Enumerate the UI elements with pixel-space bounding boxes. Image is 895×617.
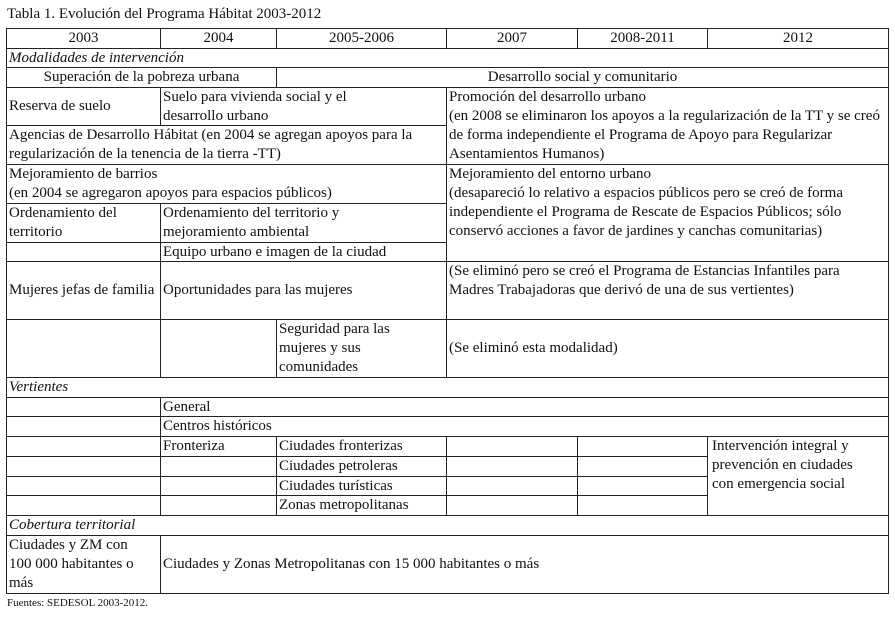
cell-text: Ciudades y Zonas Metropolitanas con 15 000 habitantes o más	[163, 556, 540, 572]
header-2008-2011: 2008-2011	[577, 28, 708, 49]
cell-estancias: (Se eliminó pero se creó el Programa de Estancias Infantiles para Madres Trabajadoras que derivó de una de sus vertientes)	[446, 261, 889, 320]
cell-empty	[446, 495, 578, 516]
cell-suelo-vivienda: Suelo para vivienda social y el desarrollo urbano	[160, 87, 447, 126]
section-modalidades: Modalidades de intervención	[6, 48, 889, 68]
cell-ordenamiento-ambiental: Ordenamiento del territorio y mejoramiento ambiental	[160, 203, 447, 243]
cell-ordenamiento: Ordenamiento del territorio	[6, 203, 161, 243]
cell-text: Reserva de suelo	[9, 98, 111, 114]
cell-empty	[160, 319, 277, 378]
cell-empty	[446, 456, 578, 477]
cell-oportunidades	[160, 261, 447, 320]
cell-general: General	[160, 397, 889, 417]
cell-superacion: Superación de la pobreza urbana	[6, 67, 277, 88]
cell-cobertura-2004	[160, 535, 889, 594]
cell-note: (en 2008 se eliminaron los apoyos a la regularización de la TT y se creó de forma independiente el Programa de Apoyo para Regularizar Asentamientos Humanos)	[449, 108, 880, 162]
cell-zonas-metropolitanas: Zonas metropolitanas	[276, 495, 447, 516]
cell-empty	[446, 476, 578, 496]
cell-empty	[6, 476, 161, 496]
cell-empty	[6, 456, 161, 477]
cell-intervencion-integral: Intervención integral y prevención en ciudades con emergencia social	[707, 436, 889, 516]
cell-ciudades-turisticas: Ciudades turísticas	[276, 476, 447, 496]
cell-promocion	[446, 87, 889, 165]
cell-centros: Centros históricos	[160, 416, 889, 437]
header-2004: 2004	[160, 28, 277, 49]
cell-desarrollo-social: Desarrollo social y comunitario	[276, 67, 889, 88]
cell-text: (Se eliminó esta modalidad)	[449, 340, 618, 356]
header-2007: 2007	[446, 28, 578, 49]
cell-empty	[6, 436, 161, 457]
cell-empty	[577, 495, 708, 516]
cell-agencias: Agencias de Desarrollo Hábitat (en 2004 se agregan apoyos para la regularización de la tenencia de la tierra -TT)	[6, 125, 447, 165]
cell-reserva-suelo	[6, 87, 161, 126]
cell-empty	[6, 397, 161, 417]
cell-empty	[160, 476, 277, 496]
cell-empty	[160, 495, 277, 516]
cell-empty	[446, 436, 578, 457]
cell-empty	[6, 319, 161, 378]
section-vertientes: Vertientes	[6, 377, 889, 398]
cell-empty	[6, 416, 161, 437]
cell-empty	[577, 476, 708, 496]
cell-heading: Promoción del desarrollo urbano	[449, 89, 647, 105]
cell-empty	[577, 456, 708, 477]
table-title: Tabla 1. Evolución del Programa Hábitat 2003-2012	[7, 6, 322, 22]
cell-empty	[6, 242, 161, 262]
cell-cobertura-2003: Ciudades y ZM con 100 000 habitantes o más	[6, 535, 161, 594]
cell-note: (en 2004 se agregaron apoyos para espacios públicos)	[9, 185, 332, 201]
cell-note: (desapareció lo relativo a espacios públicos pero se creó de forma independiente el Programa de Rescate de Espacios Públicos; sólo conservó acciones a favor de jardines y canchas comunitarias)	[449, 185, 843, 239]
cell-text: Mujeres jefas de familia	[9, 282, 155, 298]
cell-entorno	[446, 164, 889, 262]
cell-mejoramiento-barrios	[6, 164, 447, 204]
cell-fronteriza: Fronteriza	[160, 436, 277, 457]
section-cobertura: Cobertura territorial	[6, 515, 889, 536]
cell-seguridad: Seguridad para las mujeres y sus comunidades	[276, 319, 447, 378]
cell-empty	[6, 495, 161, 516]
cell-heading: Mejoramiento del entorno urbano	[449, 166, 652, 182]
cell-empty	[577, 436, 708, 457]
source-note: Fuentes: SEDESOL 2003-2012.	[7, 597, 149, 609]
cell-ciudades-fronterizas: Ciudades fronterizas	[276, 436, 447, 457]
cell-eliminada	[446, 319, 889, 378]
header-2005-2006: 2005-2006	[276, 28, 447, 49]
cell-heading: Mejoramiento de barrios	[9, 166, 158, 182]
header-2012: 2012	[707, 28, 889, 49]
cell-ciudades-petroleras: Ciudades petroleras	[276, 456, 447, 477]
cell-mujeres-jefas	[6, 261, 161, 320]
cell-empty	[160, 456, 277, 477]
cell-equipo-urbano: Equipo urbano e imagen de la ciudad	[160, 242, 447, 262]
cell-text: Oportunidades para las mujeres	[163, 282, 353, 298]
header-2003: 2003	[6, 28, 161, 49]
